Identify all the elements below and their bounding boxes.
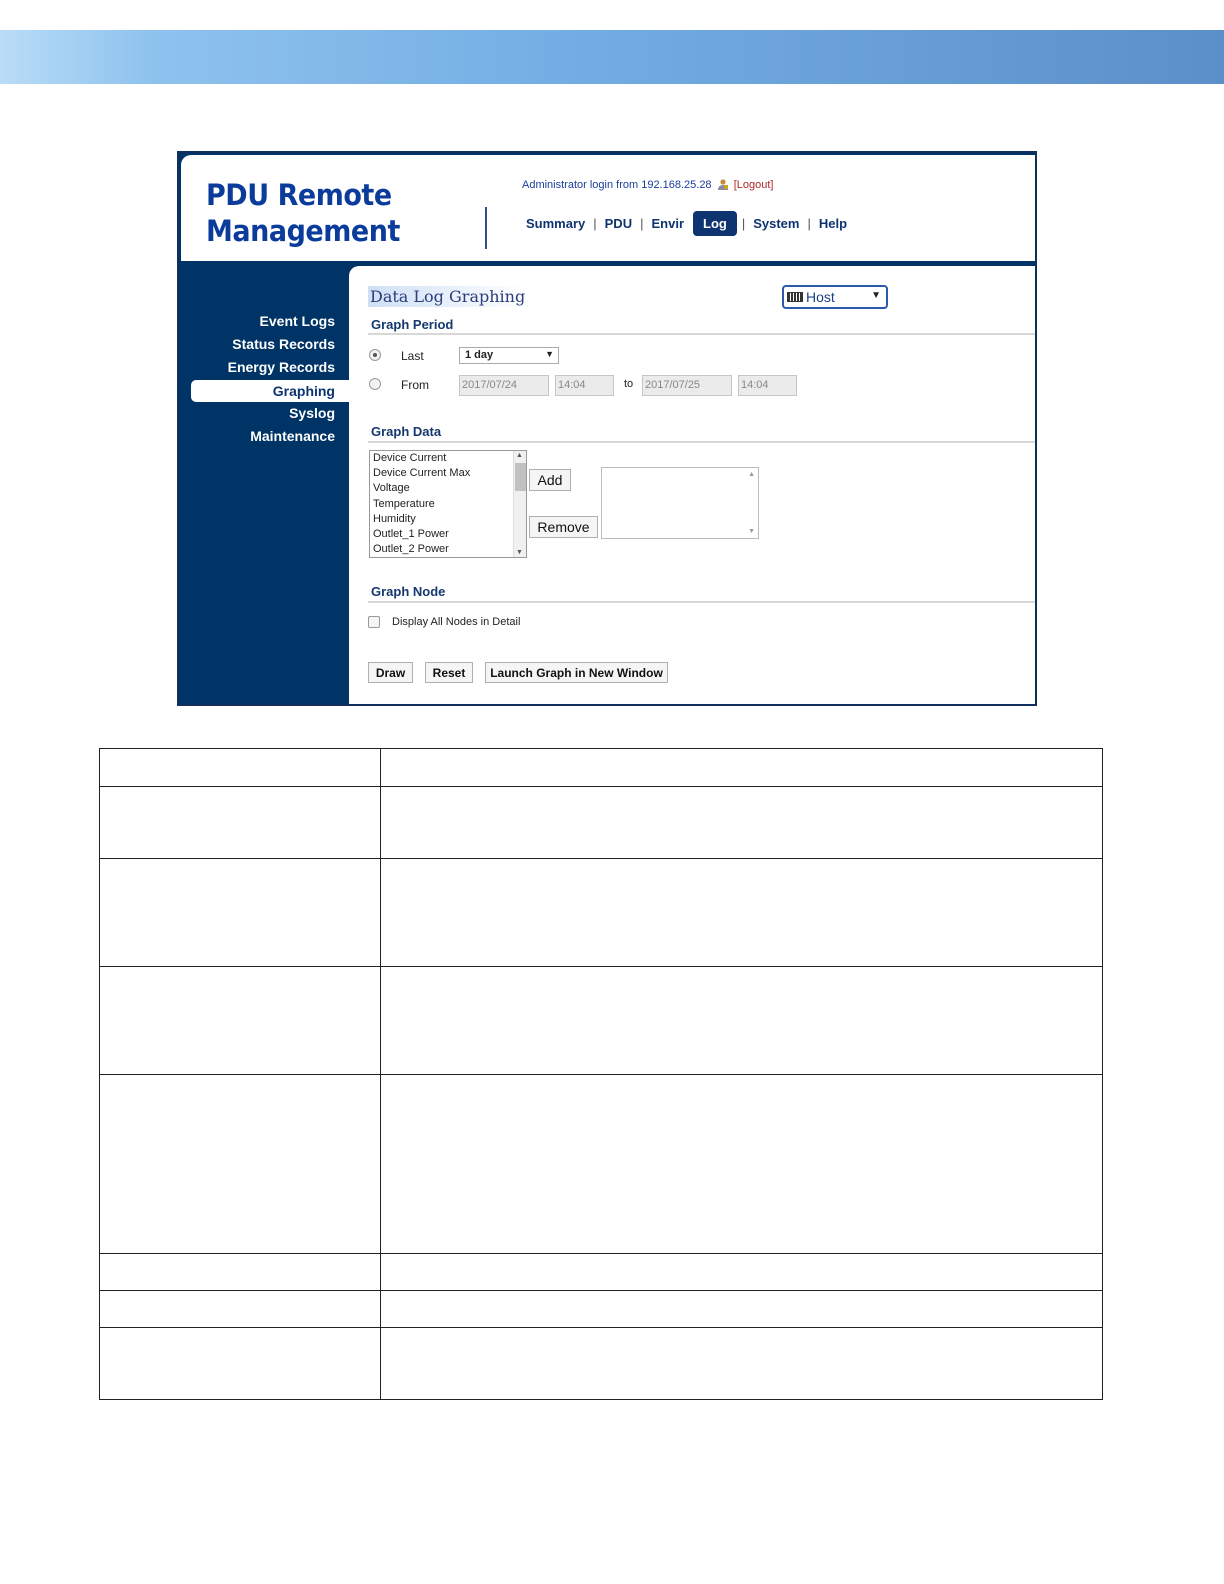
add-button[interactable]: Add <box>529 469 571 491</box>
table-row <box>100 859 1103 967</box>
list-item[interactable]: Device Current <box>373 452 447 464</box>
logo-line-2: Management <box>206 214 400 248</box>
graph-period-heading: Graph Period <box>371 317 454 332</box>
list-item[interactable]: Voltage <box>373 482 410 495</box>
scroll-up-icon[interactable]: ▲ <box>516 452 523 459</box>
main-nav <box>520 209 853 237</box>
nav-separator: | <box>640 215 644 231</box>
tab-summary[interactable]: Summary <box>526 215 586 231</box>
display-all-nodes-checkbox[interactable] <box>368 616 380 628</box>
login-status <box>522 179 773 191</box>
sidebar-item-energy-records[interactable]: Energy Records <box>227 359 335 375</box>
list-item[interactable]: Outlet_1 Power <box>373 527 449 540</box>
last-radio[interactable] <box>369 349 381 361</box>
header-divider <box>485 207 487 249</box>
tab-log[interactable]: Log <box>693 211 737 236</box>
remove-button[interactable]: Remove <box>529 516 598 538</box>
to-label: to <box>624 378 634 390</box>
page-title: Data Log Graphing <box>370 287 526 306</box>
list-item[interactable]: Outlet_2 Power <box>373 543 449 556</box>
main-content <box>349 266 1037 706</box>
login-text: Administrator login from 192.168.25.28 <box>522 179 712 191</box>
pdu-web-ui-screenshot <box>177 151 1037 706</box>
nav-separator: | <box>593 215 597 231</box>
to-time-input[interactable]: 14:04 <box>738 375 797 396</box>
chevron-down-icon: ▼ <box>871 290 881 301</box>
launch-graph-button[interactable]: Launch Graph in New Window <box>485 662 668 683</box>
graph-node-heading: Graph Node <box>371 584 446 599</box>
list-item[interactable]: Humidity <box>373 512 416 525</box>
tab-help[interactable]: Help <box>818 215 848 231</box>
last-period-select[interactable] <box>459 347 559 364</box>
tab-pdu[interactable]: PDU <box>604 215 633 231</box>
last-period-value: 1 day <box>465 349 494 361</box>
draw-button[interactable]: Draw <box>368 662 413 683</box>
from-time-input[interactable]: 14:04 <box>555 375 614 396</box>
description-table <box>99 748 1103 1400</box>
list-item[interactable]: Device Current Max <box>373 467 471 480</box>
nav-separator: | <box>807 215 811 231</box>
host-select[interactable] <box>782 285 888 309</box>
table-row <box>100 967 1103 1075</box>
table-row <box>100 749 1103 787</box>
section-divider <box>368 601 1037 603</box>
section-divider <box>368 333 1037 335</box>
sidebar-item-maintenance[interactable]: Maintenance <box>250 428 335 444</box>
display-all-nodes-label: Display All Nodes in Detail <box>392 616 521 628</box>
section-divider <box>368 441 1037 443</box>
sidebar <box>181 261 349 706</box>
table-row <box>100 1291 1103 1328</box>
table-row <box>100 1254 1103 1291</box>
last-label: Last <box>401 349 424 363</box>
sidebar-item-graphing[interactable]: Graphing <box>191 380 349 402</box>
to-date-input[interactable]: 2017/07/25 <box>642 375 732 396</box>
list-item[interactable]: Temperature <box>373 497 435 510</box>
chevron-down-icon: ▼ <box>545 349 554 359</box>
selected-data-box[interactable] <box>601 467 759 539</box>
logo-line-1: PDU Remote <box>206 178 392 212</box>
keyboard-icon <box>787 292 803 302</box>
tab-envir[interactable]: Envir <box>651 215 684 231</box>
scrollbar-thumb[interactable] <box>515 463 526 491</box>
sidebar-item-syslog[interactable]: Syslog <box>289 405 335 421</box>
table-row <box>100 1075 1103 1254</box>
scroll-down-icon[interactable]: ▼ <box>748 528 755 535</box>
host-select-value: Host <box>806 289 835 305</box>
app-logo <box>206 177 400 249</box>
from-label: From <box>401 378 429 392</box>
table-row <box>100 787 1103 859</box>
nav-separator: | <box>741 215 746 231</box>
table-row <box>100 1328 1103 1400</box>
sidebar-item-status-records[interactable]: Status Records <box>232 336 335 352</box>
tab-system[interactable]: System <box>753 215 800 231</box>
top-banner <box>0 30 1224 84</box>
listbox-scrollbar[interactable] <box>513 451 526 557</box>
scroll-down-icon[interactable]: ▼ <box>516 549 523 556</box>
reset-button[interactable]: Reset <box>425 662 473 683</box>
header <box>181 155 1035 261</box>
scroll-up-icon[interactable]: ▲ <box>748 471 755 478</box>
logout-link[interactable]: [Logout] <box>733 179 774 191</box>
user-icon <box>717 179 729 190</box>
from-date-input[interactable]: 2017/07/24 <box>459 375 549 396</box>
graph-data-listbox[interactable] <box>369 450 527 558</box>
graph-data-heading: Graph Data <box>371 424 442 439</box>
sidebar-item-event-logs[interactable]: Event Logs <box>259 313 335 329</box>
from-radio[interactable] <box>369 378 381 390</box>
